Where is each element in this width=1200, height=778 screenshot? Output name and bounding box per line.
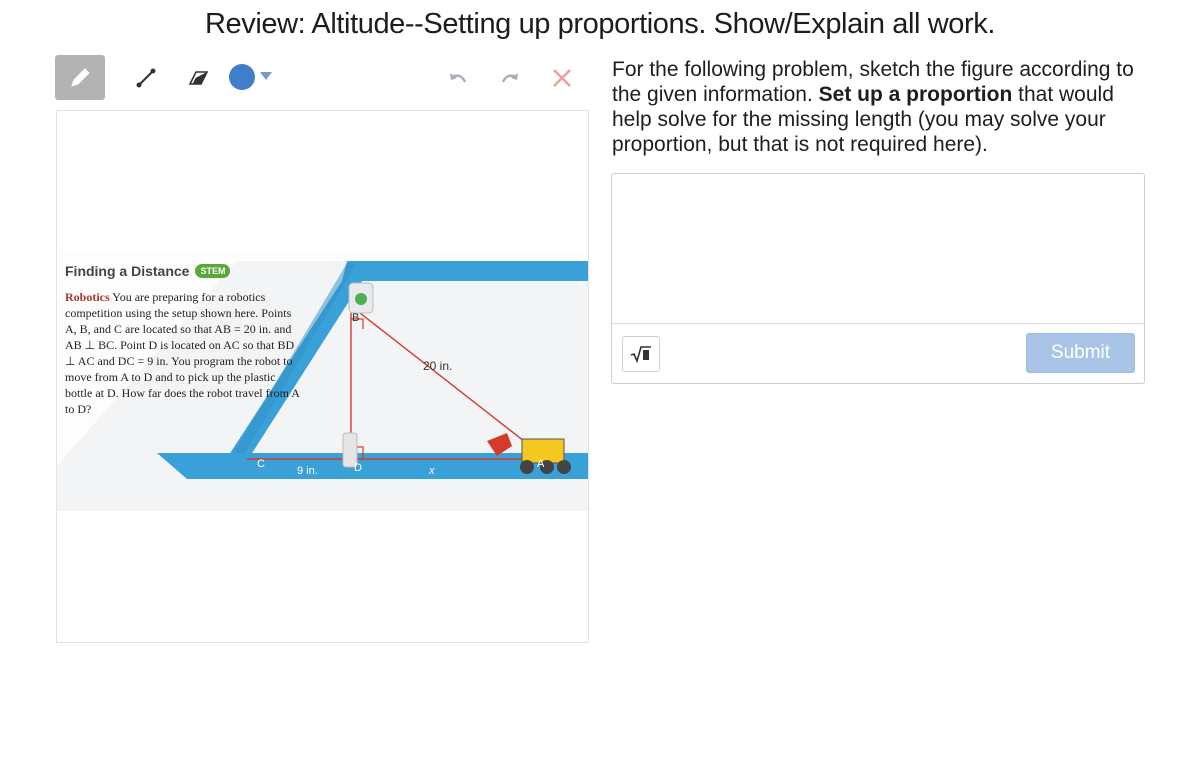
figure-heading: Finding a Distance bbox=[65, 263, 190, 279]
sqrt-icon bbox=[629, 344, 653, 364]
redo-icon bbox=[498, 66, 522, 90]
figure-label-d: D bbox=[354, 462, 362, 474]
instructions-emphasis: Set up a proportion bbox=[818, 83, 1013, 106]
redo-button[interactable] bbox=[485, 55, 535, 100]
clear-icon bbox=[551, 67, 573, 89]
drawing-toolbar bbox=[55, 55, 589, 100]
figure-topic: Robotics bbox=[65, 290, 110, 304]
line-icon bbox=[134, 66, 158, 90]
page-title: Review: Altitude--Setting up proportions. Show/Explain all work. bbox=[204, 8, 996, 40]
stem-badge: STEM bbox=[195, 264, 230, 278]
answer-input[interactable] bbox=[612, 174, 1144, 324]
figure-label-dc: 9 in. bbox=[297, 465, 318, 477]
figure-label-ab: 20 in. bbox=[423, 359, 453, 373]
figure-label-b: B bbox=[352, 312, 360, 324]
eraser-tool-button[interactable] bbox=[173, 55, 223, 100]
undo-icon bbox=[446, 66, 470, 90]
instructions-part1: For the following problem, sketch the figure according to the given information. bbox=[612, 58, 1134, 106]
pencil-tool-button[interactable] bbox=[55, 55, 105, 100]
math-editor-button[interactable] bbox=[622, 336, 660, 372]
color-swatch[interactable] bbox=[229, 64, 255, 90]
clear-button[interactable] bbox=[537, 55, 587, 100]
instructions-part2: that would help solve for the missing length (you may solve your proportion, but that is not required here). bbox=[612, 83, 1114, 156]
figure-label-c: C bbox=[257, 458, 265, 470]
undo-button[interactable] bbox=[433, 55, 483, 100]
line-tool-button[interactable] bbox=[121, 55, 171, 100]
drawing-canvas[interactable] bbox=[56, 110, 589, 643]
eraser-icon bbox=[186, 66, 210, 90]
figure-label-x: x bbox=[429, 465, 435, 477]
figure-label-a: A bbox=[537, 458, 545, 470]
instructions bbox=[612, 57, 1152, 157]
submit-button[interactable]: Submit bbox=[1026, 333, 1135, 373]
answer-box bbox=[611, 173, 1145, 384]
chevron-down-icon[interactable] bbox=[260, 72, 272, 80]
figure-body: You are preparing for a robotics competition using the setup shown here. Points A, B, and C are located so that AB = 20 in. and AB ⊥ BC. Point D is located on AC so that BD ⊥ AC and DC = 9 in. You program the robot to move from A to D and to pick up the plastic bottle at D. How far does the robot travel from A to D? bbox=[65, 290, 300, 416]
pencil-icon bbox=[67, 65, 93, 91]
problem-text bbox=[65, 263, 305, 417]
